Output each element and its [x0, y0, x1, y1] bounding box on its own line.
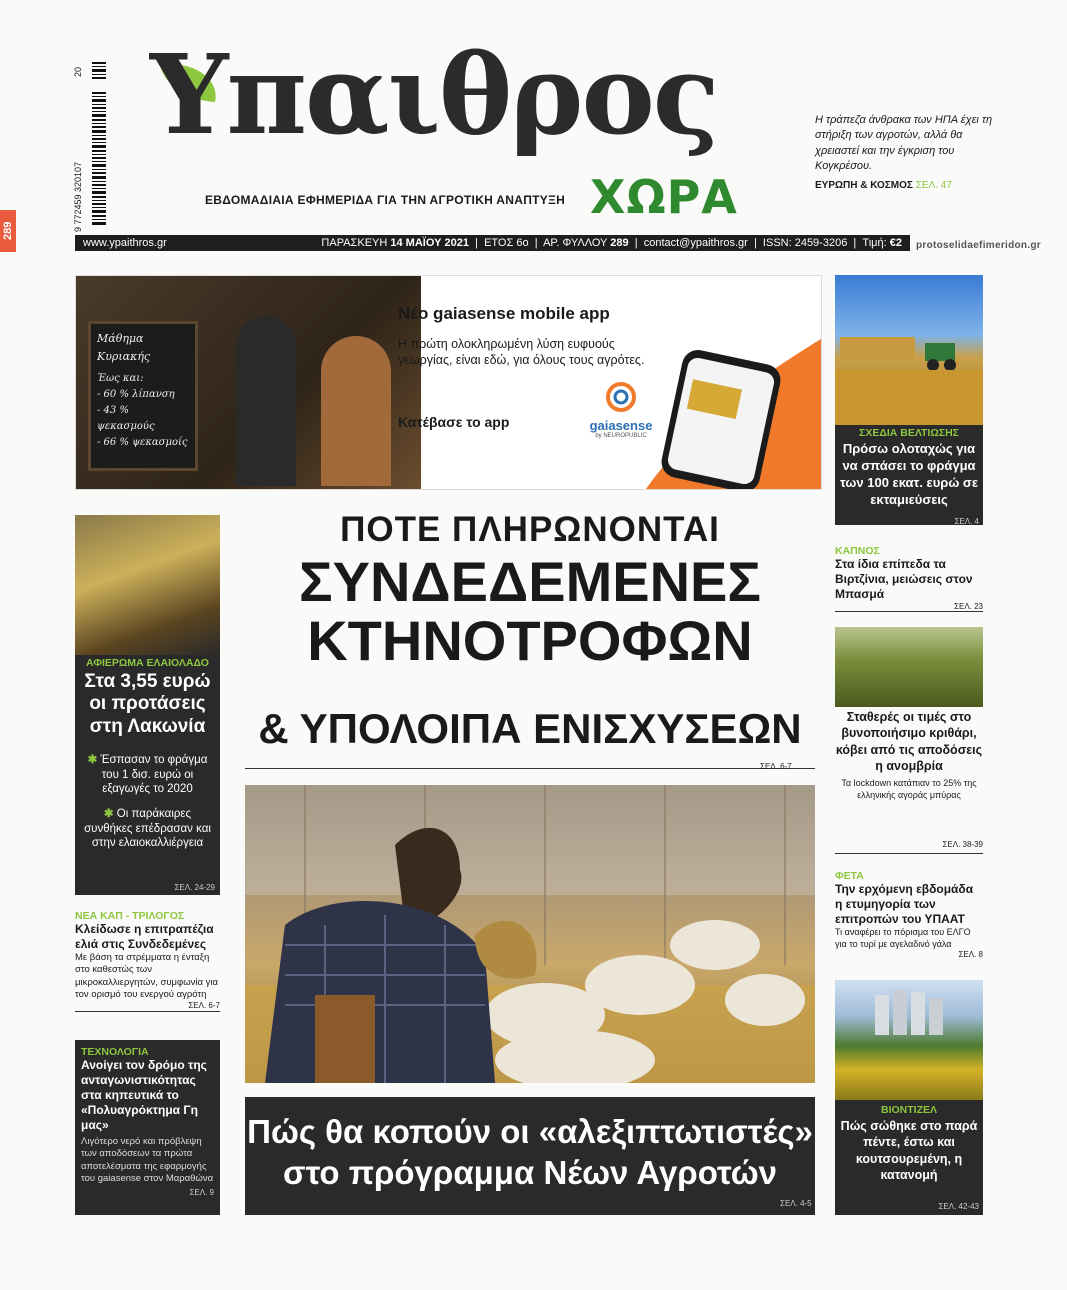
main-headline-line[interactable]: ΚΤΗΝΟΤΡΟΦΩΝ [307, 609, 753, 672]
main-photo-sheep-farmer [245, 785, 815, 1083]
story-technology[interactable] [75, 1040, 220, 1215]
newspaper-logo[interactable]: Υπαιθρος [150, 30, 718, 159]
story-kicker: ΒΙΟΝΤΙΖΕΛ [880, 1104, 937, 1116]
brand-name: gaiasense [589, 418, 653, 433]
asterisk-icon: ✱ [87, 754, 98, 766]
website-link[interactable]: www.ypaithros.gr [83, 237, 167, 249]
teaser-section: ΕΥΡΩΠΗ & ΚΟΣΜΟΣ [815, 180, 913, 191]
date-label: ΠΑΡΑΣΚΕΥΗ [321, 237, 388, 249]
feature-headline: Στα 3,55 ευρώ οι προτάσεις στη Λακωνία [84, 671, 211, 737]
info-bar [75, 235, 910, 251]
chalk-line: - 60 % λίπανση [97, 389, 175, 401]
story-feta[interactable] [835, 870, 983, 959]
page-ref: ΣΕΛ. 24-29 [174, 883, 215, 892]
story-tobacco[interactable] [835, 545, 983, 612]
page-ref: ΣΕΛ. 9 [189, 1188, 214, 1198]
brand-by: by NEUROPUBLIC [595, 433, 647, 439]
story-headline: Πρόσω ολοταχώς για να σπάσει το φράγμα των 100 εκατ. ευρώ σε εκταμιεύσεις [839, 441, 978, 507]
divider [75, 1011, 220, 1012]
banner-headline: Πώς θα κοπούν οι «αλεξιπτωτιστές» στο πρόγραμμα Νέων Αγροτών [247, 1113, 813, 1192]
page-number-tab: 289 [0, 210, 16, 252]
tagline: ΕΒΔΟΜΑΔΙΑΙΑ ΕΦΗΜΕΡΙΔΑ ΓΙΑ ΤΗΝ ΑΓΡΟΤΙΚΗ ΑΝΑΠΤΥΞΗ [205, 193, 566, 207]
ad-download-link[interactable]: Κατέβασε το app [398, 414, 510, 430]
advertisement[interactable] [75, 275, 822, 490]
ad-subtitle: Η πρώτη ολοκληρωμένη λύση ευφυούς γεωργίας, είναι εδώ, για όλους τους αγρότες. [398, 337, 645, 368]
story-body: Τα lockdown κατάπιαν το 25% της ελληνικής αγοράς μπύρας [841, 778, 977, 801]
olive-oil-photo [75, 515, 220, 655]
story-headline: Στα ίδια επίπεδα τα Βιρτζίνια, μειώσεις στον Μπασμά [835, 557, 973, 601]
chalk-line: - 43 % ψεκασμούς [97, 405, 155, 433]
issue-year: ΕΤΟΣ 6ο [484, 237, 529, 249]
ad-title: Νέο gaiasense mobile app [398, 304, 610, 323]
young-farmers-banner[interactable] [245, 1097, 815, 1215]
chalk-line: Έως και: [97, 373, 144, 385]
story-barley[interactable] [835, 627, 983, 857]
barley-photo [835, 627, 983, 707]
page-ref: ΣΕΛ. 6-7 [188, 1001, 220, 1011]
bullet-text: Έσπασαν το φράγμα του 1 δισ. ευρώ οι εξαγωγές το 2020 [100, 754, 208, 796]
watermark: protoselidaefimeridon.gr [916, 240, 1041, 251]
issue-label: ΑΡ. ΦΥΛΛΟΥ [543, 237, 608, 249]
feature-kicker: ΑΦΙΕΡΩΜΑ ΕΛΑΙΟΛΑΔΟ [86, 657, 209, 669]
barcode [70, 62, 110, 232]
page-ref: ΣΕΛ. 23 [954, 602, 983, 611]
chalk-line: Μάθημα Κυριακής [97, 332, 151, 363]
main-headline-line[interactable]: ΣΥΝΔΕΔΕΜΕΝΕΣ [299, 550, 761, 613]
story-body: Τι αναφέρει το πόρισμα του ΕΛΓΟ για το τυρί με αγελαδινό γάλα [835, 927, 971, 949]
page-ref: ΣΕΛ. 6-7 [760, 762, 792, 771]
page-ref: ΣΕΛ. 4-5 [780, 1199, 812, 1208]
logo-subtitle: ΧΩΡΑ [590, 170, 738, 224]
asterisk-icon: ✱ [103, 808, 114, 820]
main-headline-subline[interactable]: & ΥΠΟΛΟΙΠΑ ΕΝΙΣΧΥΣΕΩΝ [258, 705, 802, 752]
gaiasense-logo [581, 381, 661, 441]
issue-date: 14 ΜΑΪΟΥ 2021 [390, 237, 469, 249]
barcode-number: 9 772459 320107 [73, 161, 83, 232]
chalk-line: - 66 % ψεκασμοίς [97, 437, 188, 449]
page-ref: ΣΕΛ. 42-43 [938, 1202, 979, 1211]
story-headline: Ανοίγει τον δρόμο της ανταγωνιστικότητας στα κηπευτικά το «Πολυαγρόκτημα Γη μας» [81, 1058, 207, 1132]
person-figure [236, 316, 296, 486]
teaser-section-ref [815, 180, 952, 191]
ad-photo [76, 276, 421, 489]
story-kicker: ΝΕΑ ΚΑΠ - ΤΡΙΛΟΓΟΣ [75, 910, 185, 922]
story-body: Λιγότερο νερό και πρόβλεψη των αποδόσεων τα πρώτα αποτελέσματα της εφαρμογής του gaiasense στον Μαραθώνα [81, 1136, 214, 1185]
silos-scene [835, 980, 983, 1100]
divider [835, 611, 983, 612]
story-kicker: ΤΕΧΝΟΛΟΓΙΑ [81, 1046, 149, 1058]
story-olive-table[interactable] [75, 910, 220, 1012]
price: €2 [889, 237, 902, 249]
story-headline: Κλείδωσε η επιτραπέζια ελιά στις Συνδεδεμένες [75, 922, 214, 951]
masthead-teaser[interactable]: Η τράπεζα άνθρακα των ΗΠΑ έχει τη στήριξη των αγροτών, αλλά θα χρειαστεί και την έγκριση του Κογκρέσου. [815, 114, 993, 173]
story-kicker: ΚΑΠΝΟΣ [835, 545, 880, 557]
farm-scene [245, 785, 815, 1083]
sunflower-field-photo [835, 980, 983, 1100]
tractor-scene [835, 275, 983, 425]
issn: ISSN: 2459-3206 [762, 237, 848, 249]
hay-bales-photo [835, 275, 983, 425]
story-headline: Πώς σώθηκε στο παρά πέντε, έστω και κουτσουρεμένη, η κατανομή [840, 1119, 978, 1182]
main-headline-kicker[interactable]: ΠΟΤΕ ΠΛΗΡΩΝΟΝΤΑΙ [340, 510, 720, 549]
page-ref: ΣΕΛ. 38-39 [942, 840, 983, 849]
olive-oil-feature[interactable] [75, 515, 220, 895]
issue-number: 289 [610, 237, 629, 249]
issue-info: ΠΑΡΑΣΚΕΥΗ 14 ΜΑΪΟΥ 2021 | ΕΤΟΣ 6ο | ΑΡ. ΦΥΛΛΟΥ 289 | contact@ypaithros.gr | ISSN: 2459-3206 | Τιμή: €2 [321, 237, 902, 249]
email-link[interactable]: contact@ypaithros.gr [643, 237, 748, 249]
page-ref: ΣΕΛ. 4 [954, 517, 979, 526]
feature-bullet [79, 753, 216, 797]
person-figure [321, 336, 391, 486]
divider [245, 768, 815, 769]
teaser-page: ΣΕΛ. 47 [915, 180, 952, 191]
story-biodiesel[interactable] [835, 980, 983, 1215]
chalkboard [88, 321, 198, 471]
price-label: Τιμή: [862, 237, 887, 249]
story-body: Με βάση τα στρέμματα η ένταξη στο καθεστώς των μικροκαλλιεργητών, συμφωνία για τον ορισμό του ενεργού αγρότη [75, 952, 218, 1001]
barcode-issue: 20 [73, 66, 84, 78]
gaiasense-icon [601, 381, 641, 413]
bullet-text: Οι παράκαιρες συνθήκες επέδρασαν και στην ελαιοκαλλιέργεια [84, 808, 211, 850]
story-headline: Σταθερές οι τιμές στο βυνοποιήσιμο κριθάρι, κόβει από τις αποδόσεις η ανομβρία [835, 710, 983, 773]
story-kicker: ΣΧΕΔΙΑ ΒΕΛΤΙΩΣΗΣ [859, 427, 959, 439]
story-kicker: ΦΕΤΑ [835, 870, 864, 882]
story-headline: Την ερχόμενη εβδομάδα η ετυμηγορία των επιτροπών του ΥΠΑΑΤ [835, 882, 974, 926]
divider [835, 853, 983, 854]
page-ref: ΣΕΛ. 8 [958, 950, 983, 960]
story-improvement-plans[interactable] [835, 275, 983, 525]
feature-bullet [79, 807, 216, 851]
